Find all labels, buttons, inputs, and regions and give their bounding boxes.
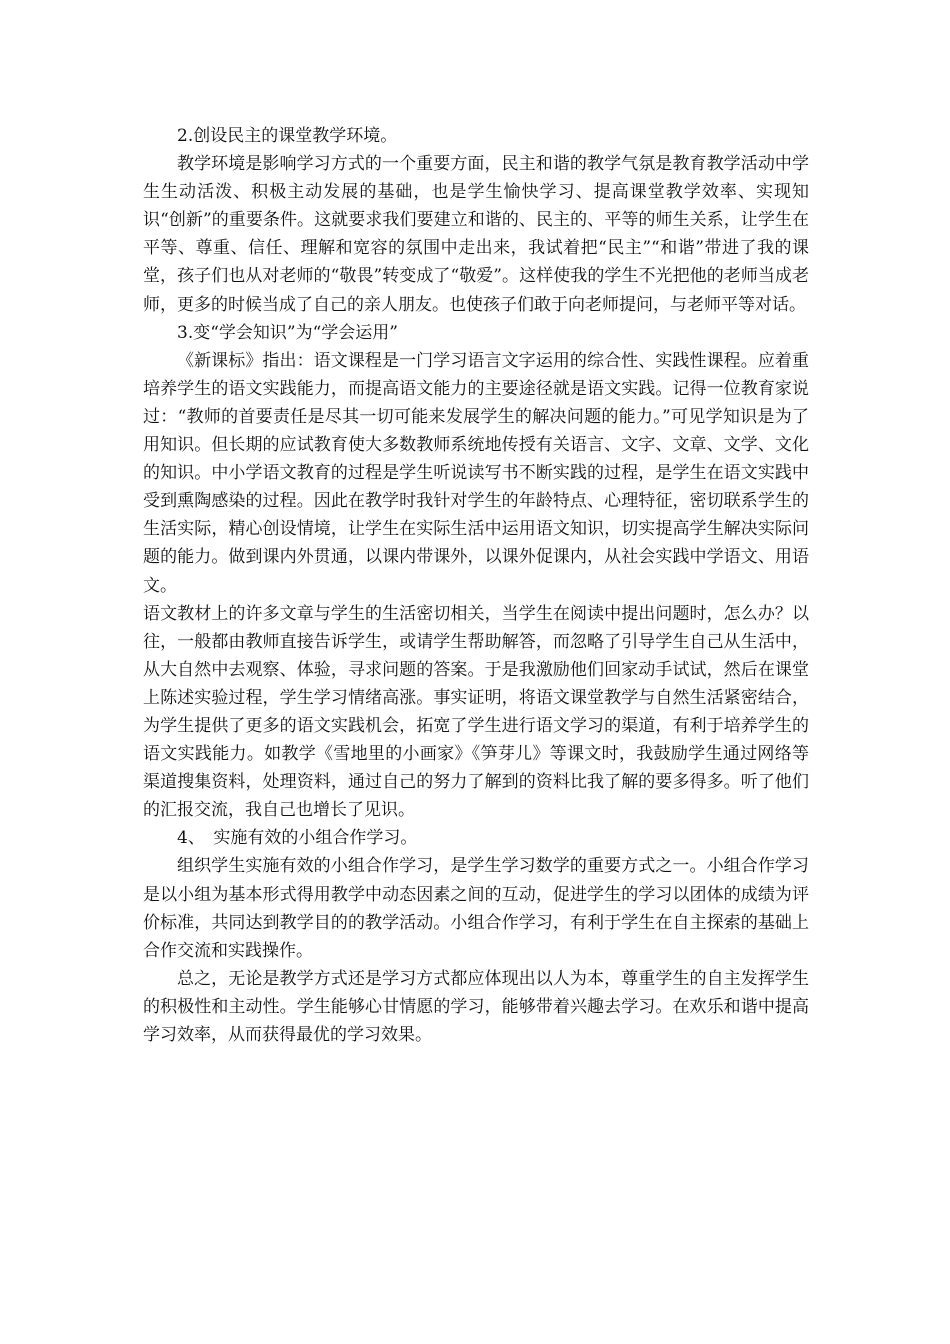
paragraph-new-curriculum: 《新课标》指出：语文课程是一门学习语言文字运用的综合性、实践性课程。应着重培养学生的语文实践能力，而提高语文能力的主要途径就是语文实践。记得一位教育家说过：“教师的首要责任是尽其一切可能来发展学生的解决问题的能力。”可见学知识是为了用知识。但长期的应试教育使大多数教师系统地传授有关语言、文字、文章、文学、文化的知识。中小学语文教育的过程是学生听说读写书不断实践的过程，是学生在语文实践中受到熏陶感染的过程。因此在教学时我针对学生的年龄特点、心理特征，密切联系学生的生活实际，精心创设情境，让学生在实际生活中运用语文知识，切实提高学生解决实际问题的能力。做到课内外贯通，以课内带课外，以课外促课内，从社会实践中学语文、用语文。 xyxy=(143,350,809,596)
section-heading-3: 3.变“学会知识”为“学会运用” xyxy=(177,322,398,343)
paragraph-group-learning: 组织学生实施有效的小组合作学习，是学生学习数学的重要方式之一。小组合作学习是以小组为基本形式得用教学中动态因素之间的互动，促进学生的学习以团体的成绩为评价标准，共同达到教学目的的教学活动。小组合作学习，有利于学生在自主探索的基础上合作交流和实践操作。 xyxy=(143,856,809,961)
paragraph-teaching-environment: 教学环境是影响学习方式的一个重要方面，民主和谐的教学气氛是教育教学活动中学生生动活泼、积极主动发展的基础，也是学生愉快学习、提高课堂教学效率、实现知识“创新”的重要条件。这就要求我们要建立和谐的、民主的、平等的师生关系，让学生在平等、尊重、信任、理解和宽容的氛围中走出来，我试着把“民主”“和谐”带进了我的课堂，孩子们也从对老师的“敬畏”转变成了“敬爱”。这样使我的学生不光把他的老师当成老师，更多的时候当成了自己的亲人朋友。也使孩子们敢于向老师提问，与老师平等对话。 xyxy=(143,154,809,315)
document-body xyxy=(143,122,809,1049)
paragraph-textbook-practice: 语文教材上的许多文章与学生的生活密切相关，当学生在阅读中提出问题时，怎么办？以往，一般都由教师直接告诉学生，或请学生帮助解答，而忽略了引导学生自己从生活中，从大自然中去观察、体验，寻求问题的答案。于是我激励他们回家动手试试，然后在课堂上陈述实验过程，学生学习情绪高涨。事实证明，将语文课堂教学与自然生活紧密结合，为学生提供了更多的语文实践机会，拓宽了学生进行语文学习的渠道，有利于培养学生的语文实践能力。如教学《雪地里的小画家》《笋芽儿》等课文时，我鼓励学生通过网络等渠道搜集资料，处理资料，通过自己的努力了解到的资料比我了解的要多得多。听了他们的汇报交流，我自己也增长了见识。 xyxy=(143,603,809,821)
paragraph-conclusion: 总之，无论是教学方式还是学习方式都应体现出以人为本，尊重学生的自主发挥学生的积极性和主动性。学生能够心甘情愿的学习，能够带着兴趣去学习。在欢乐和谐中提高学习效率，从而获得最优的学习效果。 xyxy=(143,968,809,1045)
section-heading-2: 2.创设民主的课堂教学环境。 xyxy=(177,126,398,146)
section-heading-4: 4、 实施有效的小组合作学习。 xyxy=(177,828,418,849)
